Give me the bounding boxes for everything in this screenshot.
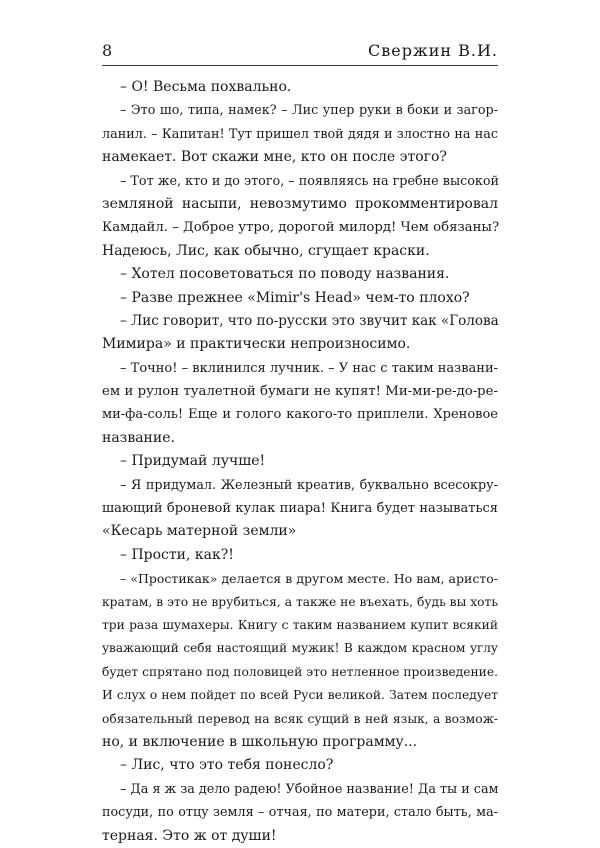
text-line: – Разве прежнее «Mimir's Head» чем-то плохо? bbox=[120, 289, 470, 306]
text-line: будет спрятано под половицей это нетленное произведение. bbox=[102, 664, 498, 679]
text-line: – Точно! – вклинился лучник. – У нас с таким названи- bbox=[120, 360, 498, 376]
text-line: уважающий себя настоящий мужик! В каждом красном углу bbox=[102, 641, 498, 656]
text-line: – Хотел посоветоваться по поводу названия. bbox=[120, 266, 450, 283]
text-line: намекает. Вот скажи мне, кто он после этого? bbox=[102, 149, 447, 166]
page-number: 8 bbox=[102, 41, 113, 60]
text-line: земляной насыпи, невозмутимо прокомментировал bbox=[102, 195, 498, 212]
header-rule bbox=[102, 65, 498, 66]
text-line: И слух о нем пойдет по всей Руси великой. Затем последует bbox=[102, 688, 498, 703]
text-line: ланил. – Капитан! Тут пришел твой дядя и злостно на нас bbox=[102, 126, 498, 142]
text-line: – Это шо, типа, намек? – Лис упер руки в боки и загор- bbox=[120, 103, 498, 119]
text-line: название. bbox=[102, 429, 175, 446]
text-line: терная. Это ж от души! bbox=[102, 827, 277, 844]
text-line: – Лис, что это тебя понесло? bbox=[120, 757, 334, 774]
running-head-author: Свержин В.И. bbox=[368, 41, 498, 60]
text-line: – Да я ж за дело радею! Убойное название! Да ты и сам bbox=[120, 781, 499, 797]
text-line: – Я придумал. Железный креатив, буквально всесокру- bbox=[120, 477, 498, 493]
text-line: – Тот же, кто и до этого, – появляясь на гребне высокой bbox=[120, 173, 500, 189]
text-line: – Придумай лучше! bbox=[120, 453, 266, 470]
text-line: Мимира» и практически непроизносимо. bbox=[102, 336, 411, 353]
text-line: кратам, в это не врубиться, а также не въехать, будь вы хоть bbox=[102, 594, 498, 609]
text-line: ем и рулон туалетной бумаги не купят! Ми-ми-ре-до-ре- bbox=[102, 384, 498, 400]
text-line: «Кесарь матерной земли» bbox=[102, 523, 297, 540]
text-line: три раза шумахеры. Книгу с таким названием купит всякий bbox=[102, 617, 498, 632]
text-line: обязательный перевод на всяк сущий в ней язык, а возмож- bbox=[102, 711, 498, 726]
text-line: – «Простикак» делается в другом месте. Но вам, аристо- bbox=[120, 571, 498, 587]
text-line: но, и включение в школьную программу... bbox=[102, 733, 418, 750]
text-line: шающий броневой кулак пиара! Книга будет называться bbox=[102, 501, 498, 517]
text-line: Надеюсь, Лис, как обычно, сгущает краски. bbox=[102, 242, 430, 259]
text-line: – Прости, как?! bbox=[120, 546, 234, 563]
body-text bbox=[102, 76, 498, 848]
page-header bbox=[102, 40, 498, 64]
text-line: Камдайл. – Доброе утро, дорогой милорд! Чем обязаны? bbox=[102, 220, 500, 236]
text-line: – О! Весьма похвально. bbox=[120, 79, 292, 95]
text-line: посуди, по отцу земля – отчая, по матери, стало быть, ма- bbox=[102, 805, 498, 821]
text-line: ми-фа-соль! Еще и голого какого-то приплели. Хреновое bbox=[102, 407, 498, 423]
text-line: – Лис говорит, что по-русски это звучит как «Голова bbox=[120, 312, 499, 329]
